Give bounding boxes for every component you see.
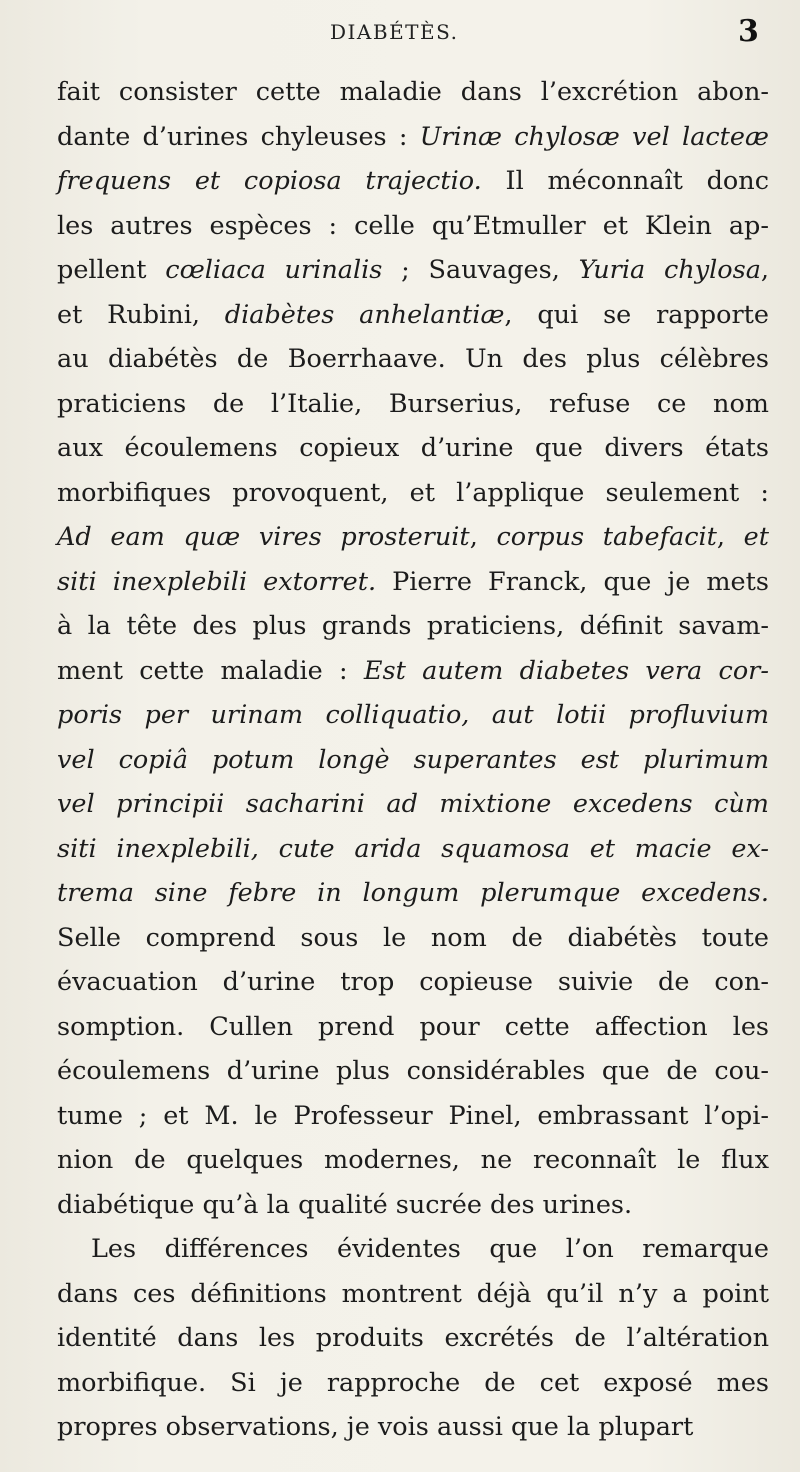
text-span: morbifiques provoquent, et l’applique seulement :: [57, 477, 769, 508]
text-line: [57, 1183, 769, 1228]
latin-quote-span: Urinæ chylosæ vel lacteæ: [419, 121, 769, 152]
text-line: [57, 560, 769, 605]
text-span: identité dans les produits excrétés de l’altération: [57, 1323, 769, 1353]
text-span: au diabétès de Boerrhaave. Un des plus célèbres: [57, 344, 769, 374]
latin-quote-span: cœliaca urinalis: [165, 255, 383, 285]
latin-quote-span: Est autem diabetes vera cor-: [363, 655, 769, 686]
text-line: [57, 604, 769, 649]
text-line: [57, 115, 769, 160]
running-head: DIABÉTÈS.: [330, 20, 459, 44]
text-line: [57, 70, 769, 115]
text-span: aux écoulemens copieux d’urine que divers états: [57, 433, 769, 463]
text-span: ,: [716, 522, 744, 552]
text-line: [57, 204, 769, 249]
text-span: évacuation d’urine trop copieuse suivie de con-: [57, 967, 769, 997]
text-span: dans ces définitions montrent déjà qu’il n’y a point: [57, 1278, 769, 1309]
text-span: pellent: [57, 255, 166, 285]
text-line: [57, 1005, 769, 1050]
text-span: somption. Cullen prend pour cette affection les: [57, 1011, 769, 1042]
latin-quote-span: diabètes anhelantiæ: [224, 299, 505, 330]
text-line: [57, 426, 769, 471]
text-span: Il méconnaît donc: [481, 166, 769, 196]
text-span: fait consister cette maladie dans l’excrétion abon-: [57, 77, 769, 107]
text-line: [57, 1138, 769, 1183]
text-line: [57, 693, 769, 738]
text-span: écoulemens d’urine plus considérables que de cou-: [57, 1056, 769, 1086]
text-line: [57, 1405, 769, 1450]
latin-quote-span: vel principii sacharini ad mixtione excedens cùm: [57, 789, 769, 819]
text-span: diabétique qu’à la qualité sucrée des urines.: [57, 1189, 633, 1220]
text-line: [57, 382, 769, 427]
text-span: ; Sauvages,: [382, 255, 579, 285]
text-line: [57, 159, 769, 204]
latin-quote-span: frequens et copiosa trajectio.: [57, 166, 482, 196]
text-span: ment cette maladie :: [57, 655, 364, 686]
text-line: [57, 1049, 769, 1094]
text-span: Selle comprend sous le nom de diabétès toute: [57, 922, 769, 953]
latin-quote-span: poris per urinam colliquatio, aut lotii profluvium: [57, 700, 769, 730]
text-span: Les différences évidentes que l’on remarque: [91, 1234, 769, 1264]
text-line: [57, 871, 769, 916]
text-span: dante d’urines chyleuses :: [57, 121, 420, 152]
page-number: 3: [738, 14, 759, 49]
body-text: [57, 70, 769, 1450]
latin-quote-span: et: [743, 522, 770, 552]
text-line: [57, 1316, 769, 1361]
text-line: [57, 248, 769, 293]
text-line: [57, 337, 769, 382]
text-span: nion de quelques modernes, ne reconnaît le flux: [57, 1145, 769, 1175]
latin-quote-span: vel copiâ potum longè superantes est plurimum: [57, 744, 769, 775]
latin-quote-span: siti inexplebili extorret.: [57, 566, 377, 597]
text-span: ,: [760, 255, 770, 285]
text-line: [57, 649, 769, 694]
text-span: et Rubini,: [57, 299, 225, 330]
text-line: [57, 1361, 769, 1406]
text-line: [57, 1272, 769, 1317]
text-line: [57, 738, 769, 783]
text-span: ,: [469, 522, 497, 552]
latin-quote-span: trema sine febre in longum plerumque excedens.: [57, 878, 769, 908]
text-span: Pierre Franck, que je mets: [376, 566, 769, 597]
latin-quote-span: Ad eam quæ vires prosteruit: [57, 522, 470, 552]
text-line: [57, 782, 769, 827]
text-span: tume ; et M. le Professeur Pinel, embrassant l’opi-: [57, 1100, 769, 1131]
text-span: propres observations, je vois aussi que la plupart: [57, 1412, 694, 1442]
text-span: praticiens de l’Italie, Burserius, refuse ce nom: [57, 388, 769, 419]
text-line: [57, 471, 769, 516]
text-line: [57, 1094, 769, 1139]
text-line: [57, 1227, 769, 1272]
text-span: , qui se rapporte: [504, 299, 769, 330]
text-line: [57, 827, 769, 872]
text-line: [57, 916, 769, 961]
text-span: à la tête des plus grands praticiens, définit savam-: [57, 611, 769, 641]
text-line: [57, 293, 769, 338]
latin-quote-span: siti inexplebili, cute arida squamosa et macie ex-: [57, 833, 769, 864]
text-line: [57, 960, 769, 1005]
text-line: [57, 515, 769, 560]
text-span: morbifique. Si je rapproche de cet exposé mes: [57, 1367, 769, 1398]
latin-quote-span: Yuria chylosa: [578, 255, 761, 285]
latin-quote-span: corpus tabefacit: [496, 522, 717, 552]
text-span: les autres espèces : celle qu’Etmuller et Klein ap-: [57, 210, 769, 241]
